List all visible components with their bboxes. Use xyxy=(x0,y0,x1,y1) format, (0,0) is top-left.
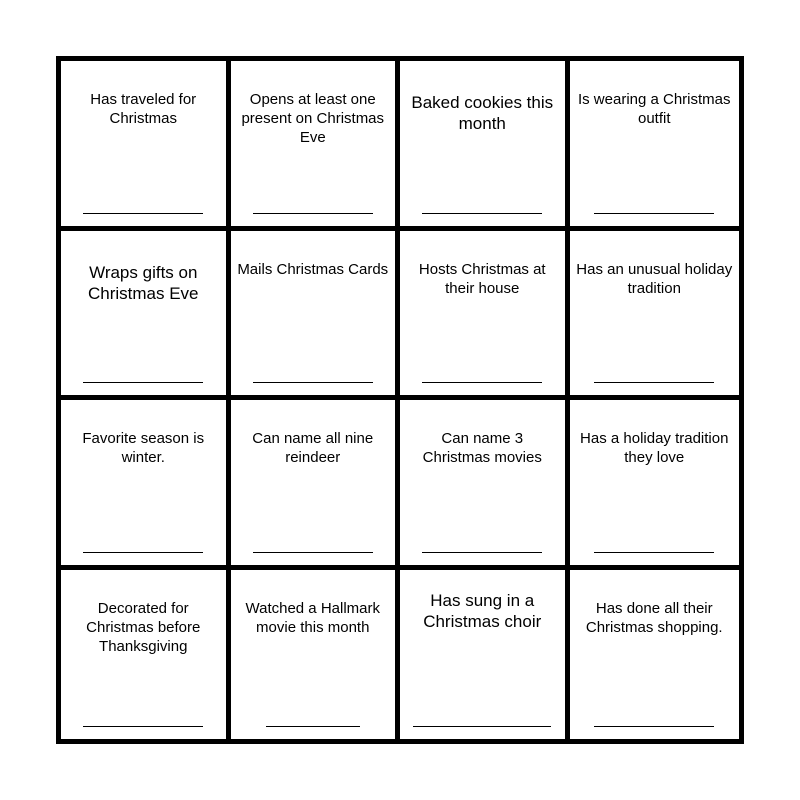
signature-line[interactable] xyxy=(83,726,203,727)
cell-prompt: Mails Christmas Cards xyxy=(237,260,389,278)
bingo-cell[interactable] xyxy=(231,61,401,231)
cell-prompt: Is wearing a Christmas outfit xyxy=(577,91,731,127)
cell-prompt: Has an unusual holiday tradition xyxy=(576,260,733,297)
signature-line[interactable] xyxy=(413,726,551,727)
signature-line[interactable] xyxy=(594,552,714,553)
cell-prompt: Decorated for Christmas before Thanksgiving xyxy=(86,599,201,655)
cell-prompt: Has sung in a Christmas choir xyxy=(423,590,542,631)
cell-prompt: Has done all their Christmas shopping. xyxy=(585,599,723,636)
cell-prompt: Can name all nine reindeer xyxy=(252,430,374,466)
cell-prompt: Has traveled for Christmas xyxy=(90,91,197,127)
bingo-cell[interactable] xyxy=(231,570,401,740)
bingo-cell[interactable] xyxy=(400,400,570,570)
bingo-cell[interactable] xyxy=(61,61,231,231)
bingo-cell[interactable] xyxy=(570,400,740,570)
signature-line[interactable] xyxy=(422,382,542,383)
signature-line[interactable] xyxy=(83,382,203,383)
bingo-cell[interactable] xyxy=(570,570,740,740)
bingo-cell[interactable] xyxy=(400,231,570,401)
signature-line[interactable] xyxy=(594,726,714,727)
signature-line[interactable] xyxy=(594,213,714,214)
cell-prompt: Baked cookies this month xyxy=(411,93,554,133)
signature-line[interactable] xyxy=(253,552,373,553)
signature-line[interactable] xyxy=(422,213,542,214)
signature-line[interactable] xyxy=(253,382,373,383)
bingo-cell[interactable] xyxy=(61,231,231,401)
bingo-cell[interactable] xyxy=(570,231,740,401)
bingo-cell[interactable] xyxy=(570,61,740,231)
bingo-grid xyxy=(56,56,744,744)
bingo-cell[interactable] xyxy=(231,231,401,401)
signature-line[interactable] xyxy=(422,552,542,553)
cell-prompt: Wraps gifts on Christmas Eve xyxy=(87,262,199,303)
signature-line[interactable] xyxy=(266,726,360,727)
bingo-cell[interactable] xyxy=(61,570,231,740)
cell-prompt: Watched a Hallmark movie this month xyxy=(245,599,380,636)
signature-line[interactable] xyxy=(594,382,714,383)
signature-line[interactable] xyxy=(83,213,203,214)
bingo-cell[interactable] xyxy=(400,61,570,231)
bingo-cell[interactable] xyxy=(400,570,570,740)
signature-line[interactable] xyxy=(253,213,373,214)
cell-prompt: Opens at least one present on Christmas Eve xyxy=(241,91,385,146)
cell-prompt: Can name 3 Christmas movies xyxy=(422,430,542,466)
signature-line[interactable] xyxy=(83,552,203,553)
cell-prompt: Favorite season is winter. xyxy=(82,430,205,466)
bingo-cell[interactable] xyxy=(61,400,231,570)
cell-prompt: Has a holiday tradition they love xyxy=(580,430,729,466)
cell-prompt: Hosts Christmas at their house xyxy=(418,260,546,297)
bingo-cell[interactable] xyxy=(231,400,401,570)
